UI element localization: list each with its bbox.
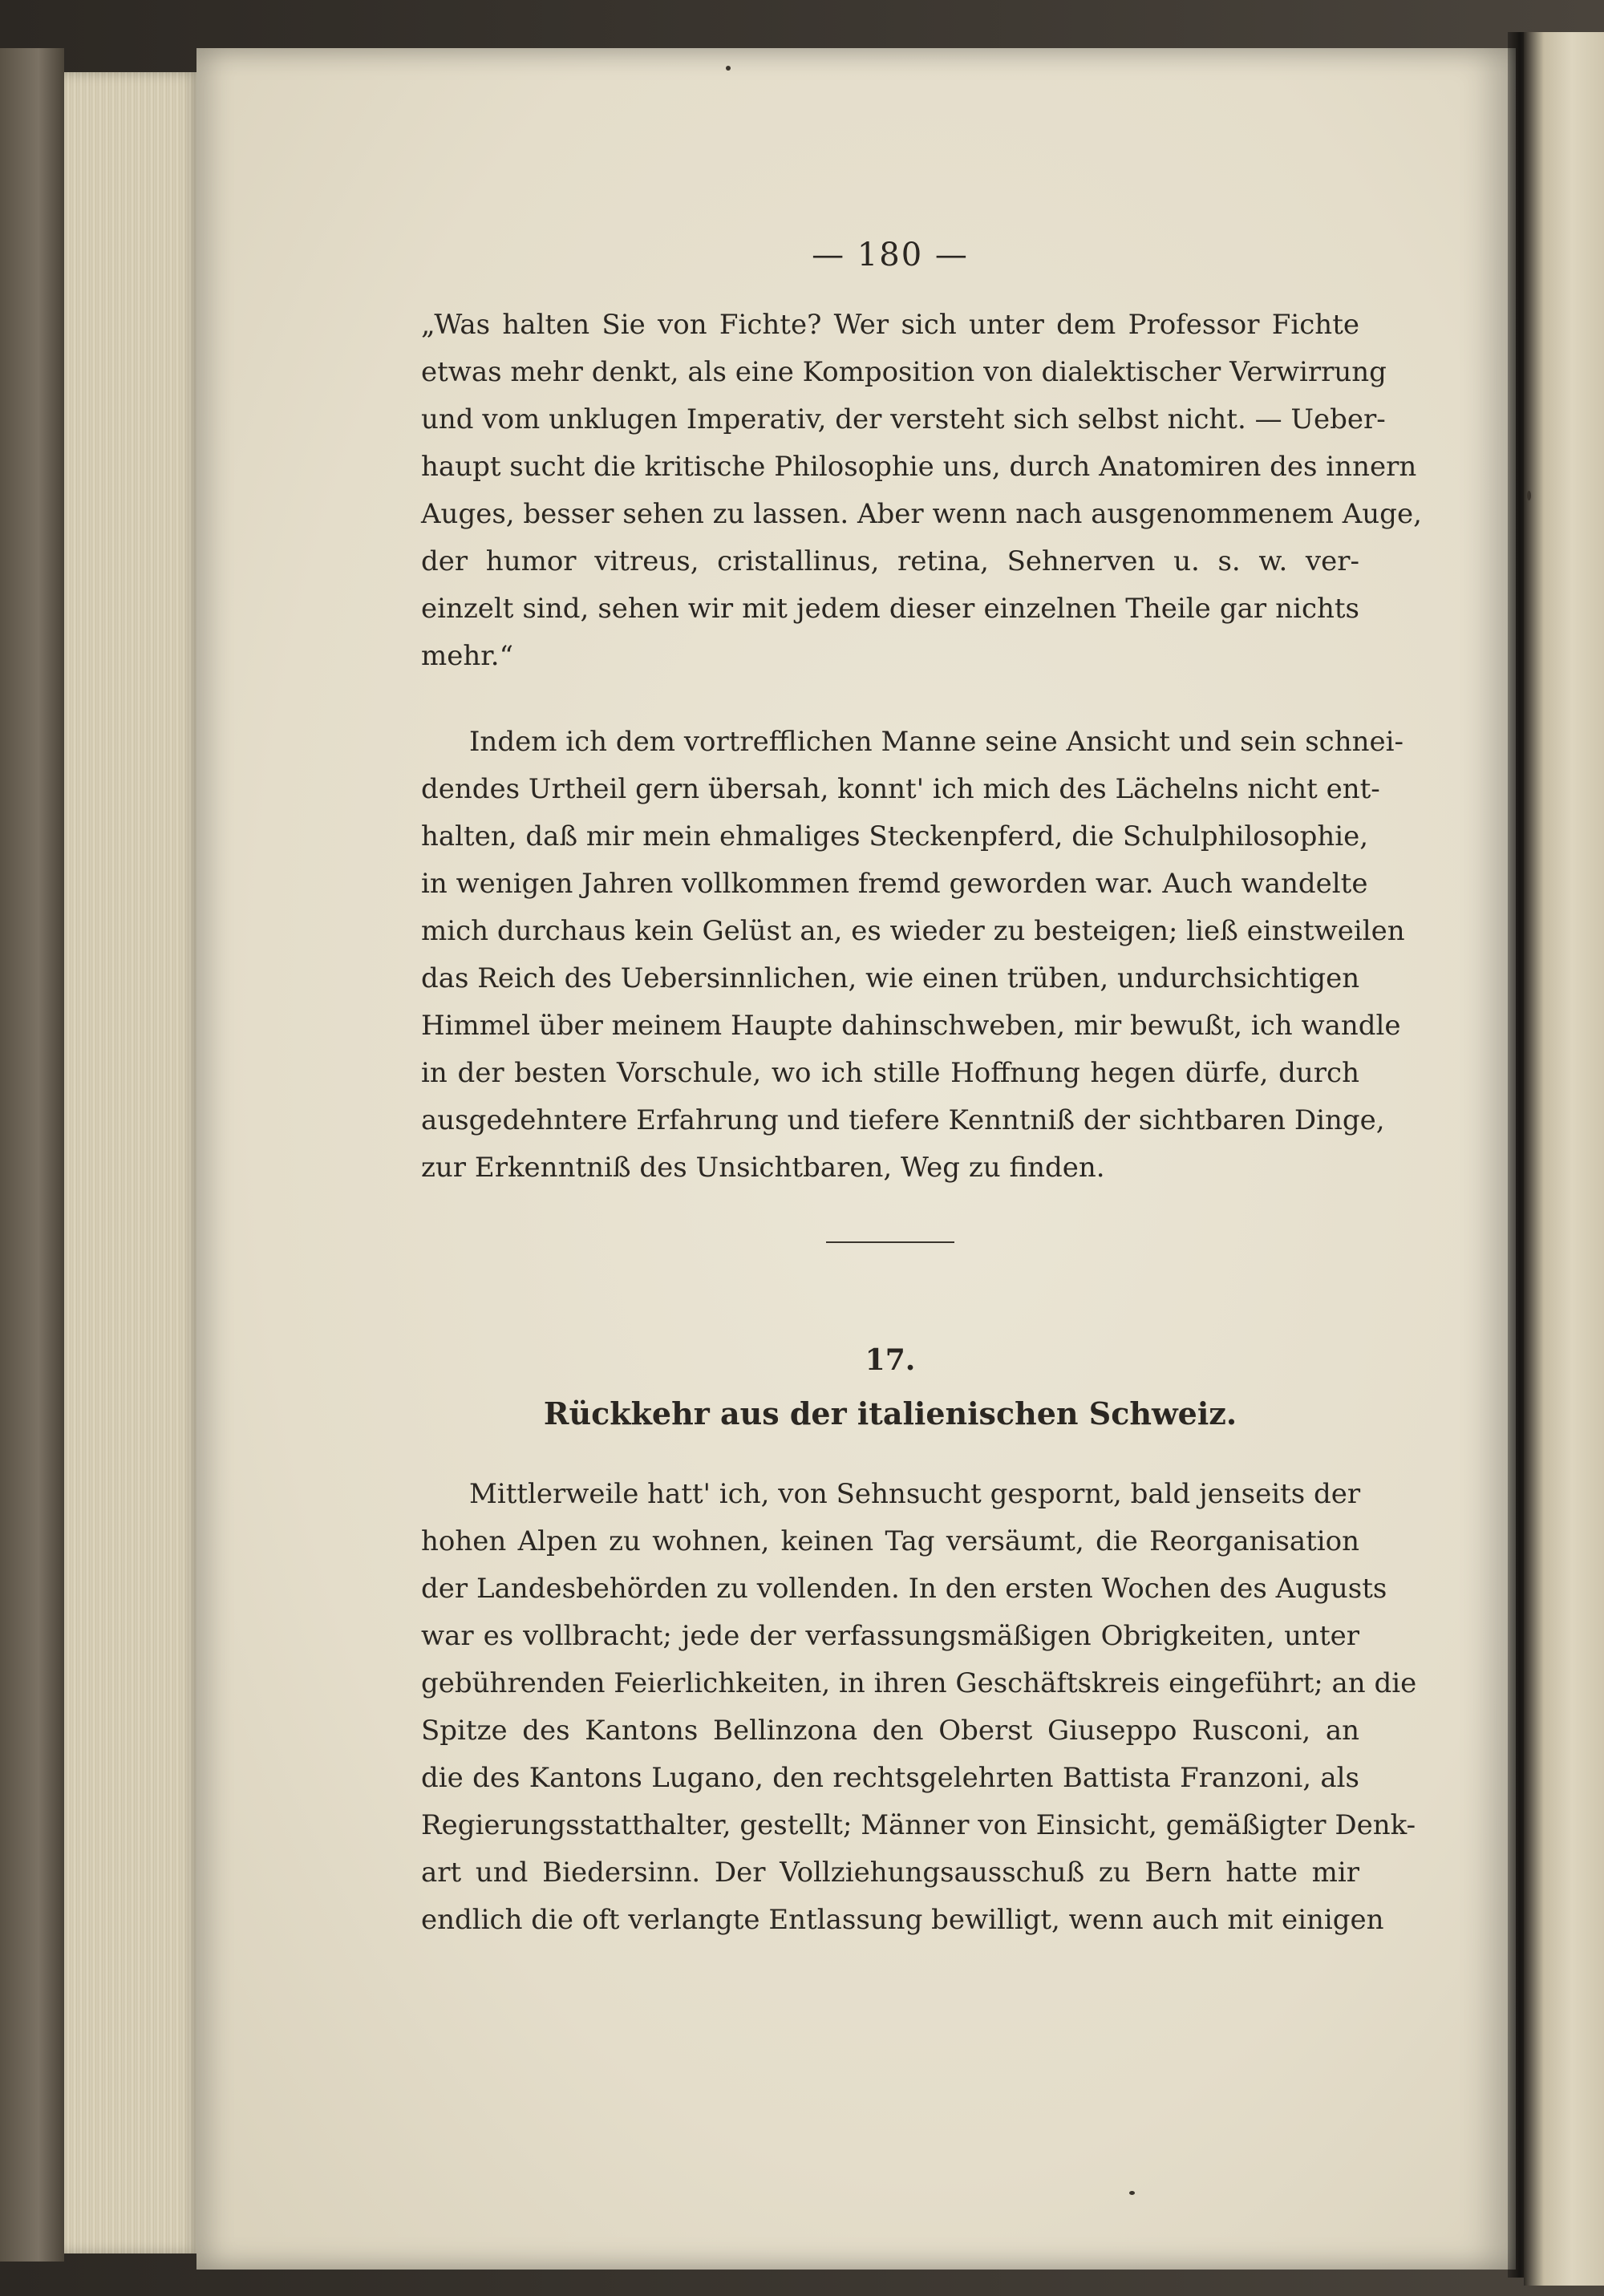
book-cover-edge (0, 48, 64, 2262)
paper-speck (1129, 2191, 1135, 2195)
paragraph-chapter-body (421, 1471, 1417, 1944)
text-line: etwas mehr denkt, als eine Komposition von dialektischer Verwirrung (421, 356, 1387, 388)
section-spacer (421, 1243, 1359, 1338)
paragraph-spacer (421, 680, 1359, 719)
text-line: und vom unklugen Imperativ, der versteht sich selbst nicht. — Ueber- (421, 403, 1386, 435)
text-line: der Landesbehörden zu vollenden. In den ersten Wochen des Augusts (421, 1573, 1387, 1605)
paragraph-quote (421, 302, 1422, 680)
text-line: einzelt sind, sehen wir mit jedem dieser einzelnen Theile gar nichts (421, 593, 1359, 625)
text-line: haupt sucht die kritische Philosophie uns, durch Anatomiren des innern (421, 451, 1417, 483)
text-line: war es vollbracht; jede der verfassungsmäßigen Obrigkeiten, unter (421, 1620, 1359, 1652)
text-line: „Was halten Sie von Fichte? Wer sich unter dem Professor Fichte (421, 309, 1359, 341)
text-line: Auges, besser sehen zu lassen. Aber wenn nach ausgenommenem Auge, (421, 498, 1422, 530)
text-line: in wenigen Jahren vollkommen fremd geworden war. Auch wandelte (421, 868, 1368, 900)
page-number: — 180 — (812, 237, 969, 273)
text-line: halten, daß mir mein ehmaliges Steckenpferd, die Schulphilosophie, (421, 820, 1369, 852)
text-line: Himmel über meinem Haupte dahinschweben, mir bewußt, ich wandle (421, 1010, 1401, 1042)
text-line: zur Erkenntniß des Unsichtbaren, Weg zu finden. (421, 1152, 1105, 1184)
text-line: der humor vitreus, cristallinus, retina, Sehnerven u. s. w. ver- (421, 545, 1359, 577)
text-line: das Reich des Uebersinnlichen, wie einen trüben, undurchsichtigen (421, 962, 1360, 994)
chapter-title: Rückkehr aus der italienischen Schweiz. (543, 1395, 1237, 1431)
text-line: ausgedehntere Erfahrung und tiefere Kenntniß der sichtbaren Dinge, (421, 1104, 1385, 1136)
text-line: mehr.“ (421, 640, 513, 672)
text-line: art und Biedersinn. Der Vollziehungsausschuß zu Bern hatte mir (421, 1857, 1359, 1889)
text-line: Indem ich dem vortrefflichen Manne seine Ansicht und sein schnei- (469, 726, 1404, 758)
heading-spacer (421, 1442, 1359, 1471)
paper-speck (726, 66, 731, 71)
text-line: dendes Urtheil gern übersah, konnt' ich mich des Lächelns nicht ent- (421, 773, 1380, 805)
paragraph-reflection (421, 719, 1405, 1192)
page-stack-edge (64, 72, 200, 2253)
text-line: mich durchaus kein Gelüst an, es wieder zu besteigen; ließ einstweilen (421, 915, 1405, 947)
text-line: Regierungsstatthalter, gestellt; Männer von Einsicht, gemäßigter Denk- (421, 1809, 1416, 1841)
text-line: gebührenden Feierlichkeiten, in ihren Geschäftskreis eingeführt; an die (421, 1667, 1417, 1699)
text-line: endlich die oft verlangte Entlassung bewilligt, wenn auch mit einigen (421, 1904, 1384, 1936)
chapter-number: 17. (865, 1343, 916, 1377)
paper-speck (1527, 491, 1531, 500)
text-line: Spitze des Kantons Bellinzona den Oberst Giuseppo Rusconi, an (421, 1715, 1359, 1747)
text-line: Mittlerweile hatt' ich, von Sehnsucht gespornt, bald jenseits der (469, 1478, 1361, 1510)
text-line: in der besten Vorschule, wo ich stille Hoffnung hegen dürfe, durch (421, 1057, 1359, 1089)
facing-page-edge (1524, 32, 1604, 2286)
text-line: die des Kantons Lugano, den rechtsgelehrten Battista Franzoni, als (421, 1762, 1359, 1794)
text-line: hohen Alpen zu wohnen, keinen Tag versäumt, die Reorganisation (421, 1525, 1359, 1557)
page-text (421, 233, 1422, 1944)
